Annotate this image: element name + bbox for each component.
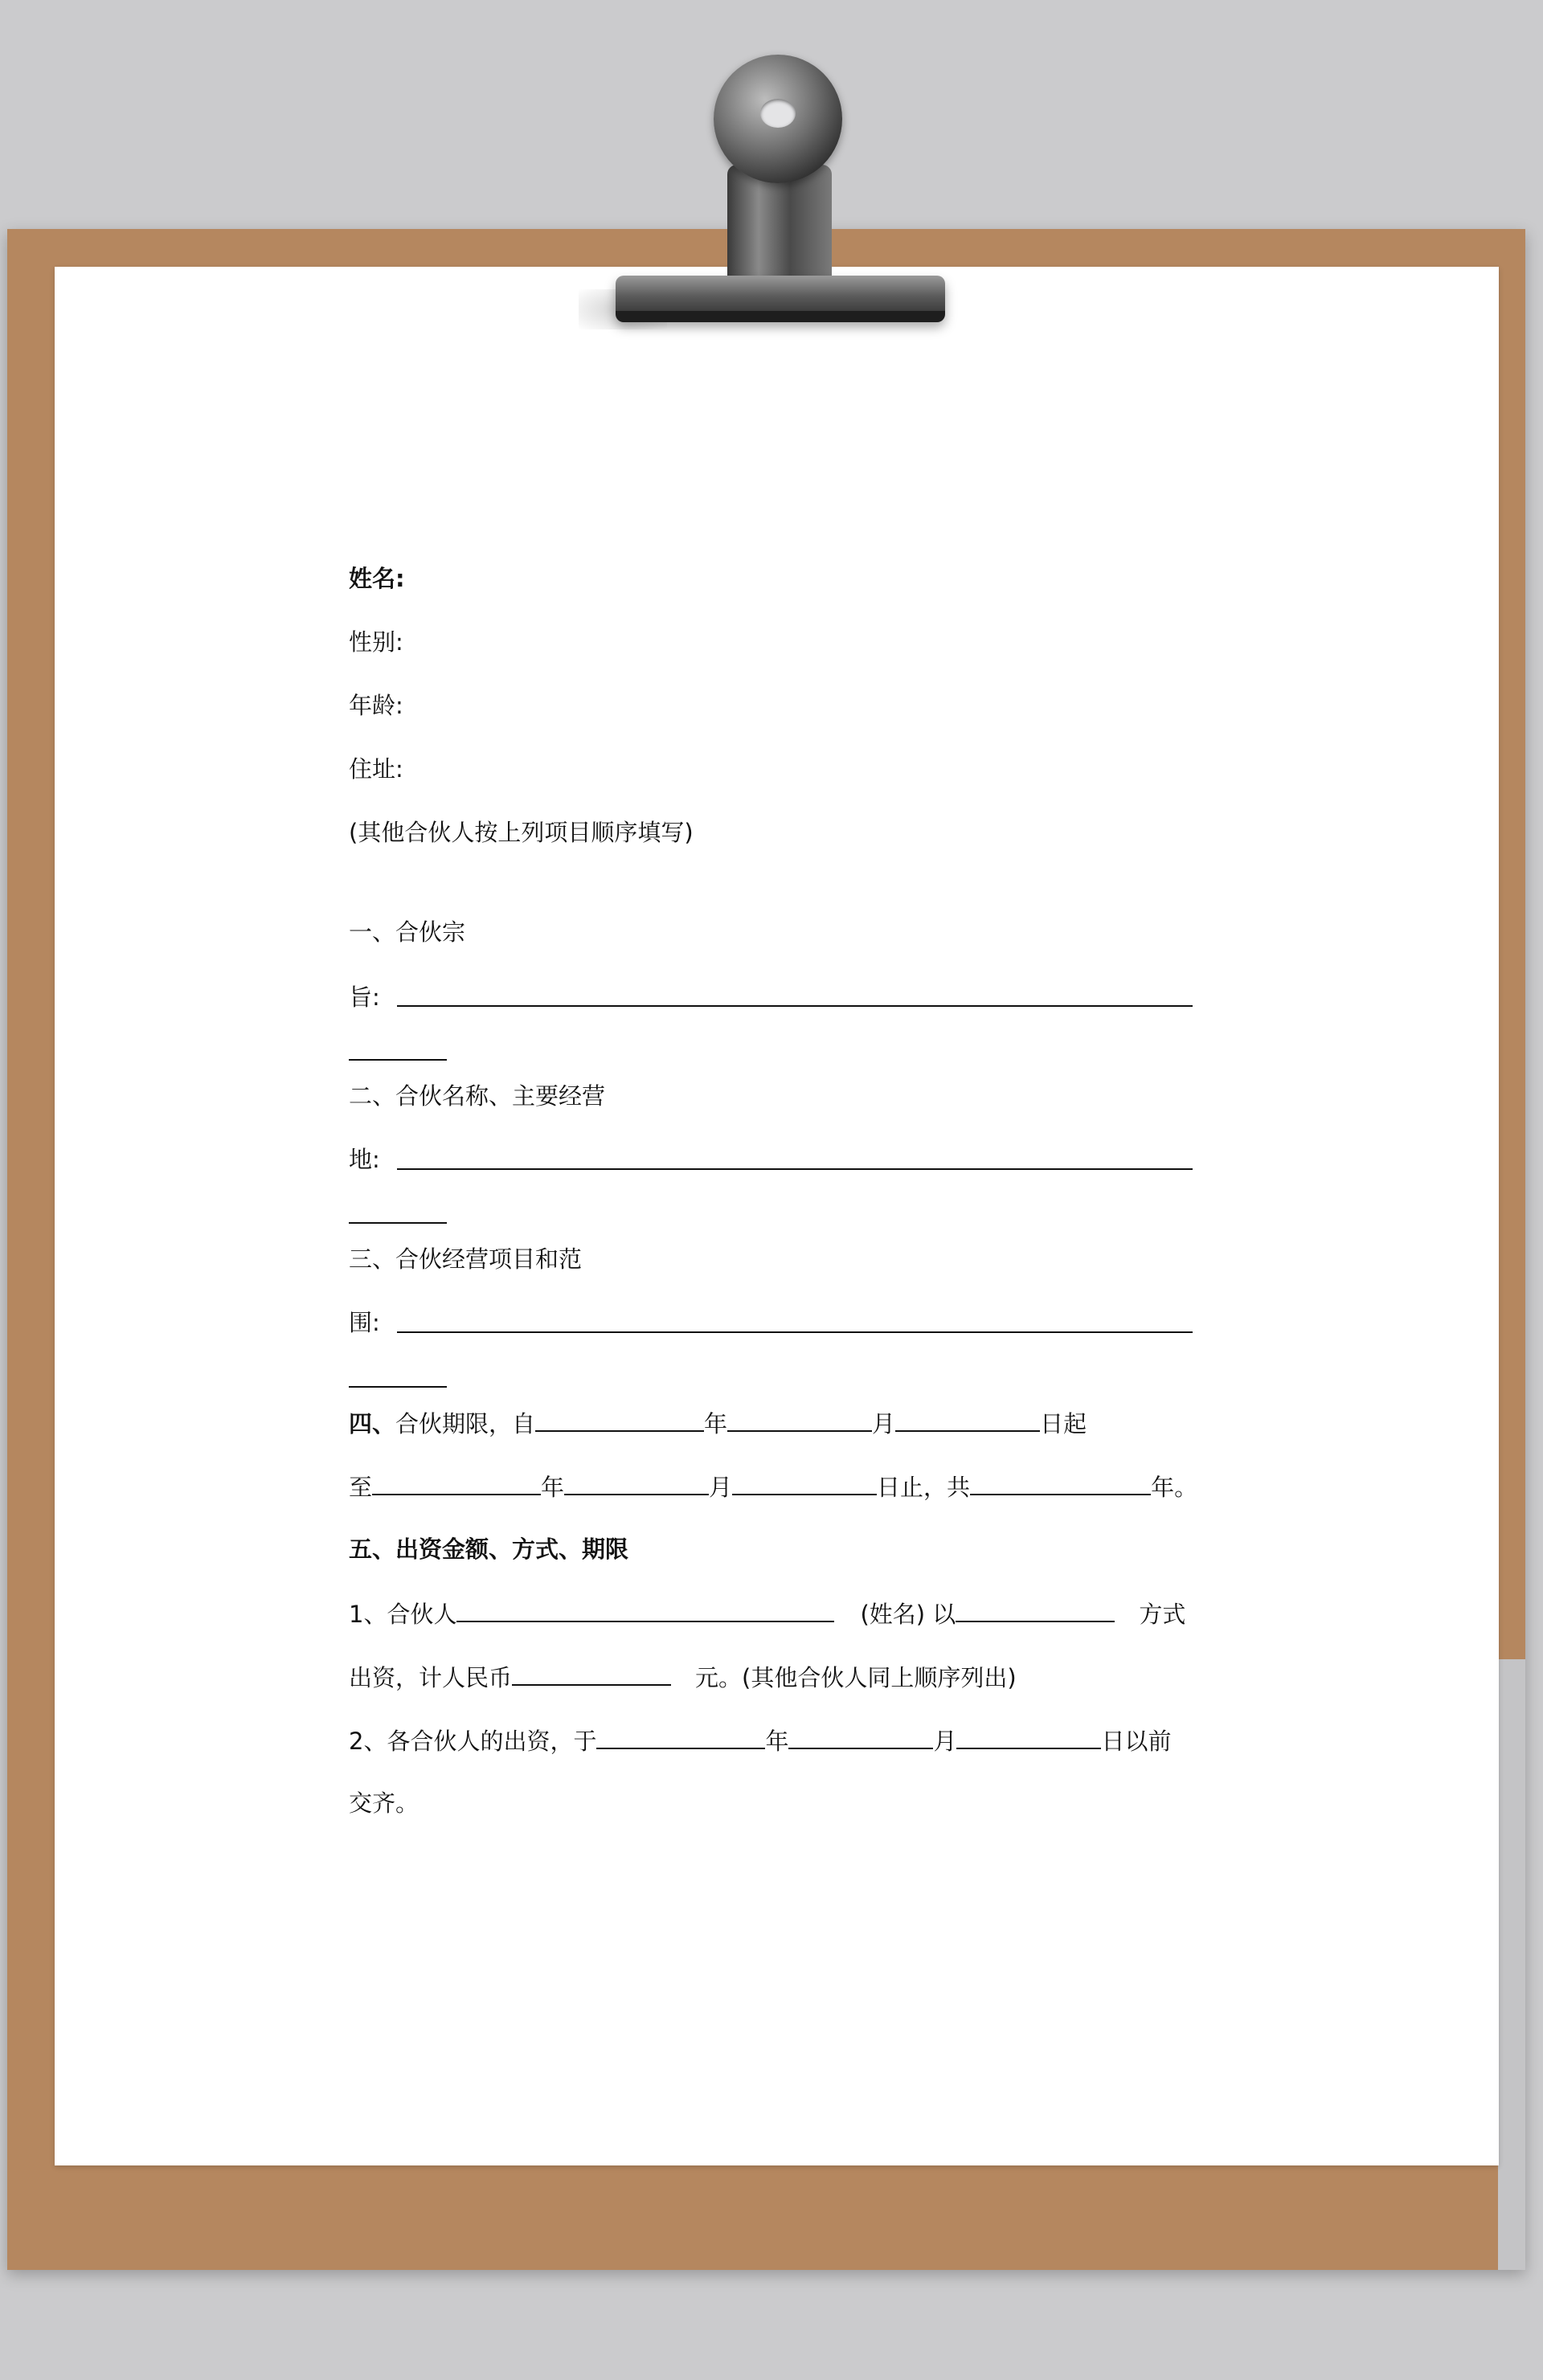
deadline-day-label: 日以前	[1101, 1728, 1172, 1755]
start-day-blank	[895, 1406, 1040, 1432]
field-gender-label: 性别:	[349, 628, 403, 656]
field-address-label: 住址:	[349, 755, 403, 783]
section-4-text: 合伙期限，自	[395, 1410, 536, 1437]
rmb-label: 出资，计人民币	[349, 1664, 513, 1691]
years-end-label: 年。	[1151, 1474, 1198, 1501]
section-1-blank-tail	[349, 1059, 447, 1061]
day-end-label: 日止，共	[877, 1474, 971, 1501]
section-2-title: 二、合伙名称、主要经营	[349, 1082, 606, 1110]
year-label: 年	[704, 1410, 728, 1437]
section-1-cont: 旨:	[349, 983, 380, 1011]
month-label: 月	[872, 1410, 896, 1437]
section-1-blank	[397, 1005, 1193, 1007]
section-2-blank	[397, 1168, 1193, 1170]
section-5-title: 五、出资金额、方式、期限	[349, 1536, 629, 1563]
section-5-para-1	[349, 1597, 1185, 1630]
end-year-blank	[372, 1470, 541, 1495]
start-year-blank	[535, 1406, 704, 1432]
section-4-line-1	[349, 1406, 1087, 1440]
name-with-label: (姓名) 以	[860, 1601, 956, 1628]
section-5-para-2-cont: 交齐。	[349, 1789, 420, 1817]
section-3-blank	[397, 1331, 1193, 1333]
end-day-blank	[732, 1470, 877, 1495]
partner-name-blank	[456, 1597, 834, 1622]
amount-blank	[512, 1660, 671, 1686]
day-start-label: 日起	[1040, 1410, 1087, 1437]
to-label: 至	[349, 1474, 373, 1501]
deadline-year-blank	[596, 1724, 765, 1749]
total-years-blank	[970, 1470, 1151, 1495]
section-3-cont: 围:	[349, 1309, 380, 1336]
section-4-line-2	[349, 1470, 1197, 1503]
section-3-blank-tail	[349, 1386, 447, 1388]
section-2-cont: 地:	[349, 1146, 380, 1173]
contribution-method-blank	[956, 1597, 1115, 1622]
deadline-month-blank	[788, 1724, 933, 1749]
deadline-label: 2、各合伙人的出资，于	[349, 1728, 597, 1755]
method-label: 方式	[1139, 1601, 1186, 1628]
deadline-month-label: 月	[933, 1728, 957, 1755]
start-month-blank	[727, 1406, 872, 1432]
partner-label: 1、合伙人	[349, 1601, 457, 1628]
section-1-title: 一、合伙宗	[349, 918, 466, 946]
section-5-para-1-cont	[349, 1660, 1017, 1694]
field-name-label: 姓名:	[349, 565, 405, 592]
deadline-year-label: 年	[765, 1728, 789, 1755]
section-5-para-2	[349, 1724, 1172, 1757]
month-label-2: 月	[709, 1474, 733, 1501]
fill-order-note: (其他合伙人按上列项目顺序填写)	[349, 819, 694, 846]
section-4-title: 四、	[349, 1410, 396, 1437]
end-month-blank	[564, 1470, 709, 1495]
section-2-blank-tail	[349, 1222, 447, 1224]
deadline-day-blank	[956, 1724, 1101, 1749]
field-age-label: 年龄:	[349, 692, 403, 719]
year-label-2: 年	[541, 1474, 565, 1501]
section-3-title: 三、合伙经营项目和范	[349, 1245, 583, 1273]
yuan-note: 元。(其他合伙人同上顺序列出)	[695, 1664, 1017, 1691]
